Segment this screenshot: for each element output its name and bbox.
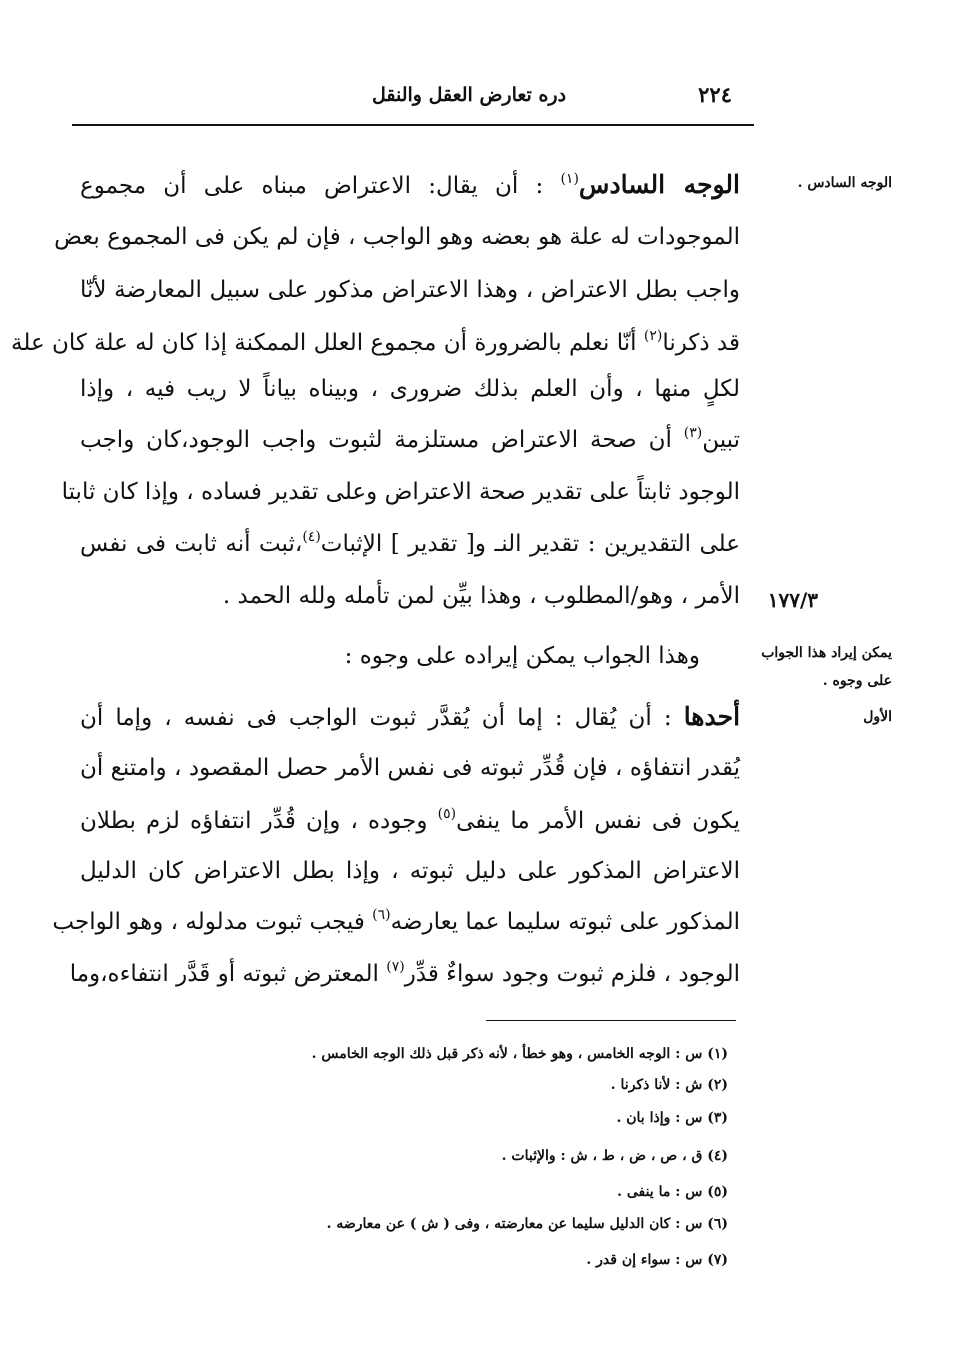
footnote-4: (٤) ق ، ص ، ض ، ط ، ش : والإثبات . (501, 1148, 728, 1164)
para1-line-2: الموجودات له علة هو بعضه وهو الواجب ، فإن لم يكن فى المجموع بعض (54, 224, 740, 250)
para1-line-8 (80, 518, 740, 571)
para3-text-5b: فيجب ثبوت مدلوله ، وهو الواجب (52, 909, 365, 935)
para1-line-6 (80, 414, 740, 467)
margin-note-sixth: الوجه السادس . (797, 175, 892, 191)
footnote-ref-3: (٣) (683, 425, 703, 441)
footnote-7: (٧) س : سواء إن قدر . (586, 1252, 728, 1268)
footnote-3: (٣) س : وإذا بان . (616, 1110, 728, 1126)
para3-text-5a: المذكور على ثبوته سليما عما يعارضه (390, 909, 740, 935)
para3-line-5 (52, 896, 740, 949)
footnote-5: (٥) س : ما ينفى . (617, 1184, 728, 1200)
footnote-ref-5: (٥) (437, 806, 457, 822)
margin-note-first: الأول (863, 709, 892, 725)
footnote-ref-4: (٤) (302, 529, 321, 545)
margin-note-possible-1: يمكن إيراد هذا الجواب (761, 645, 892, 661)
para3-text-3b: وجوده ، وإن قُدِّر انتفاؤه لزم بطلان (80, 808, 428, 834)
para1-text-1: : أن يقال: الاعتراض مبناه على أن مجموع (80, 173, 544, 199)
para1-text-6b: أن صحة الاعتراض مستلزمة لثبوت واجب الوجود،كان واجب (80, 427, 672, 453)
para1-text-4b: أنّا نعلم بالضرورة أن مجموع العلل الممكنة إذا كان له علة كان علة (11, 330, 637, 356)
margin-note-possible-2: على وجوه . (822, 673, 892, 689)
para1-line-7: الوجود ثابتاً على تقدير صحة الاعتراض وعلى تقدير فساده ، وإذا كان ثابتا (61, 479, 740, 505)
running-title: دره تعارض العقل والنقل (372, 84, 567, 106)
para3-lead: أحدها (683, 702, 741, 731)
para1-line-9: الأمر ، وهو/المطلوب ، وهذا بيِّن لمن تأمله ولله الحمد . (222, 583, 740, 609)
footnote-ref-2: (٢) (643, 328, 663, 344)
para1-text-8a: على التقديرين : تقدير النـ و[ تقدير ] الإثبات (320, 531, 740, 557)
para1-lead: الوجه السادس (578, 170, 740, 199)
para3-text-1: : أن يُقال : إما أن يُقدَّر ثبوت الواجب فى نفسه ، وإما أن (80, 705, 672, 731)
footnote-rule (486, 1020, 736, 1021)
para3-line-2: يُقدر انتفاؤه ، فإن قُدِّر ثبوته فى نفس الأمر حصل المقصود ، وامتنع أن (80, 755, 740, 781)
page-number: ٢٢٤ (698, 82, 732, 107)
para3-line-1 (80, 690, 740, 743)
footnote-6: (٦) س : كان الدليل سليما عن معارضته ، وفى ( ش ) عن معارضه . (326, 1216, 728, 1232)
para3-line-6 (69, 948, 740, 1001)
para3-text-6b: المعترض ثبوته أو قَدَّر انتفاءه،وما (69, 961, 379, 987)
para3-text-6a: الوجود ، فلزم ثبوت وجود سواءٌ قدِّر (404, 961, 740, 987)
para1-line-5: لكلٍ منها ، وأن العلم بذلك ضرورى ، وبيناه بياناً لا ريب فيه ، وإذا (80, 376, 740, 402)
para1-text-6a: تبين (702, 427, 741, 453)
footnote-ref-6: (٦) (372, 907, 391, 923)
footnote-1: (١) س : الوجه الخامس ، وهو خطأ ، لأنه ذكر قبل ذلك الوجه الخامس . (311, 1046, 728, 1062)
footnote-2: (٢) ش : لأنا ذكرنا . (610, 1077, 728, 1093)
para3-line-4: الاعتراض المذكور على دليل ثبوته ، وإذا بطل الاعتراض كان الدليل (80, 858, 740, 884)
page-header (72, 82, 752, 118)
para3-text-3a: يكون فى نفس الأمر ما ينفى (456, 808, 740, 834)
para3-line-3 (80, 795, 740, 848)
margin-volume-ref: ١٧٧/٣ (767, 588, 818, 612)
footnote-ref-1: (١) (560, 171, 579, 187)
para1-line-3: واجب بطل الاعتراض ، وهذا الاعتراض مذكور على سبيل المعارضة لأنّا (80, 277, 740, 303)
para1-line-1 (80, 158, 740, 211)
para1-text-8b: ،ثبت أنه ثابت فى نفس (80, 531, 303, 557)
para2-line-1: وهذا الجواب يمكن إيراده على وجوه : (344, 643, 700, 669)
footnote-ref-7: (٧) (386, 959, 405, 975)
para1-text-4a: قد ذكرنا (662, 330, 740, 356)
header-rule (72, 124, 754, 126)
